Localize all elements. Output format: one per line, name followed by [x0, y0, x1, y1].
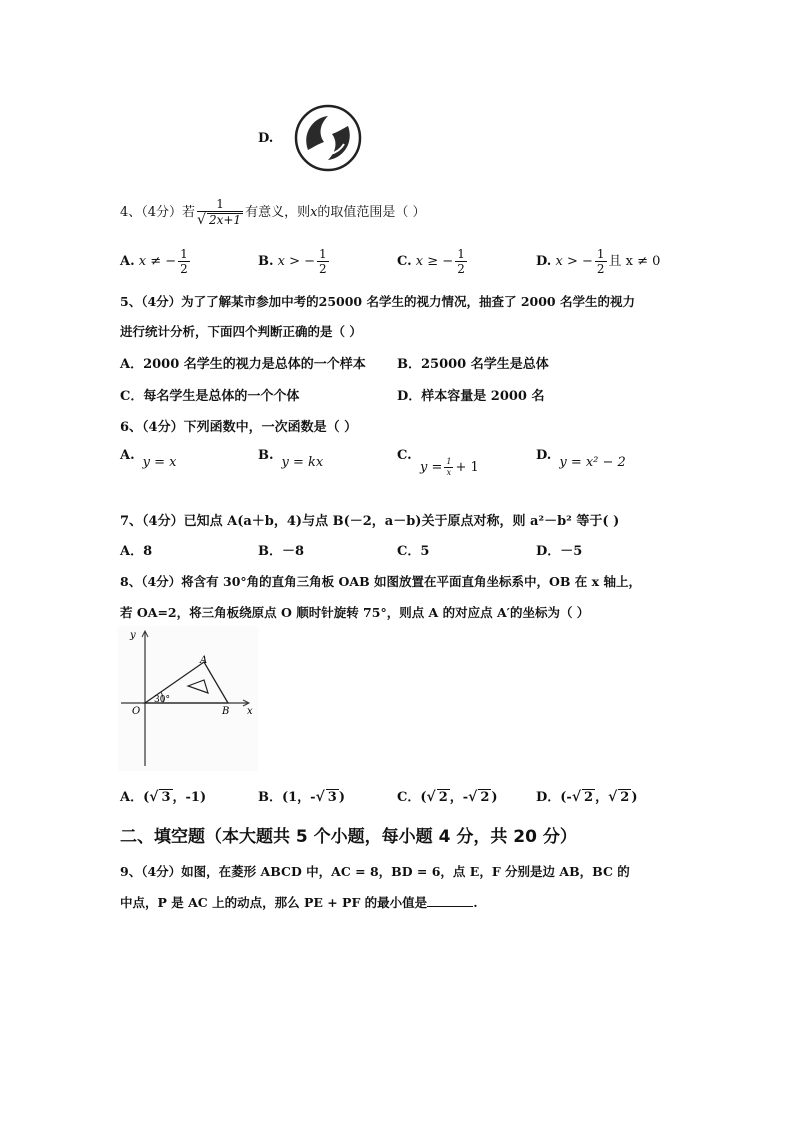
fig-label-a: A [200, 655, 208, 666]
q6-option-d[interactable]: D. y = x² − 2 [536, 448, 626, 470]
q7-option-a[interactable]: A．8 [120, 544, 153, 559]
fig-label-x: x [247, 706, 253, 717]
q6-option-a[interactable]: A. y = x [120, 448, 177, 470]
q8-option-b[interactable]: B．(1，-√ 3 ) [258, 789, 345, 805]
q4-option-c[interactable]: C. x ≥ − $\frac{1}{2}$ [397, 247, 465, 276]
q6-option-c-expr: y = $\frac{1}{x}$ + 1 [420, 457, 479, 477]
q5-option-a[interactable]: A．2000 名学生的视力是总体的一个样本 [120, 357, 366, 372]
q7-option-d[interactable]: D．－5 [536, 544, 583, 559]
fig-label-y: y [130, 630, 136, 641]
q5-stem-line1: 5、（4分）为了了解某市参加中考的25000 名学生的视力情况，抽查了 2000 名学生的视力 [120, 294, 635, 309]
q4-stem: 4、（4分）若 $\frac{1}{√ 2x+1}$ 有意义，则x的取值范围是（ ） [120, 197, 426, 228]
q4-option-b[interactable]: B. x > − $\frac{1}{2}$ [258, 247, 327, 276]
q8-stem-line1: 8、（4分）将含有 30°角的直角三角板 OAB 如图放置在平面直角坐标系中，OB 在 x 轴上， [120, 574, 641, 589]
q4-option-a[interactable]: A. x ≠ − $\frac{1}{2}$ [120, 247, 188, 276]
q9-answer-blank[interactable] [427, 894, 473, 907]
fig-label-o: O [132, 706, 141, 717]
fig-label-angle: 30° [154, 695, 170, 705]
q9-stem-line2: 中点，P 是 AC 上的动点，那么 PE + PF 的最小值是 . [120, 895, 478, 910]
q7-stem: 7、（4分）已知点 A(a＋b，4)与点 B(－2，a－b)关于原点对称，则 a²－b² 等于( ) [120, 514, 620, 529]
q3-option-d-logo [294, 104, 362, 172]
q6-option-b[interactable]: B. y = kx [258, 448, 324, 470]
q8-stem-line2: 若 OA=2，将三角板绕原点 O 顺时针旋转 75°，则点 A 的对应点 A′的坐标为（ ） [120, 605, 590, 620]
q3-option-d-label: D. [258, 131, 274, 146]
q5-option-b[interactable]: B．25000 名学生是总体 [397, 357, 549, 372]
q8-figure [118, 626, 258, 771]
q8-option-c[interactable]: C．(√ 2 ，-√ 2 ) [397, 789, 498, 805]
q8-option-a[interactable]: A．(√ 3 ，-1) [120, 789, 207, 805]
section-2-title: 二、填空题（本大题共 5 个小题，每小题 4 分，共 20 分） [120, 827, 577, 847]
q8-option-d[interactable]: D．(-√ 2 ，√ 2 ) [536, 789, 638, 805]
q6-option-c[interactable]: C. [397, 448, 412, 463]
q6-stem: 6、（4分）下列函数中，一次函数是（ ） [120, 420, 358, 435]
q9-stem-line1: 9、（4分）如图，在菱形 ABCD 中，AC = 8，BD = 6，点 E，F 分别是边 AB，BC 的 [120, 864, 630, 879]
q5-stem-line2: 进行统计分析，下面四个判断正确的是（ ） [120, 324, 362, 339]
q5-option-d[interactable]: D．样本容量是 2000 名 [397, 389, 545, 404]
q7-option-c[interactable]: C．5 [397, 544, 430, 559]
q4-fraction: $\frac{1}{√ 2x+1}$ [197, 197, 242, 228]
q7-option-b[interactable]: B．－8 [258, 544, 305, 559]
fig-label-b: B [222, 706, 230, 717]
q5-option-c[interactable]: C．每名学生是总体的一个个体 [120, 389, 300, 404]
q4-option-d[interactable]: D. x > − $\frac{1}{2}$ 且 x ≠ 0 [536, 247, 661, 276]
